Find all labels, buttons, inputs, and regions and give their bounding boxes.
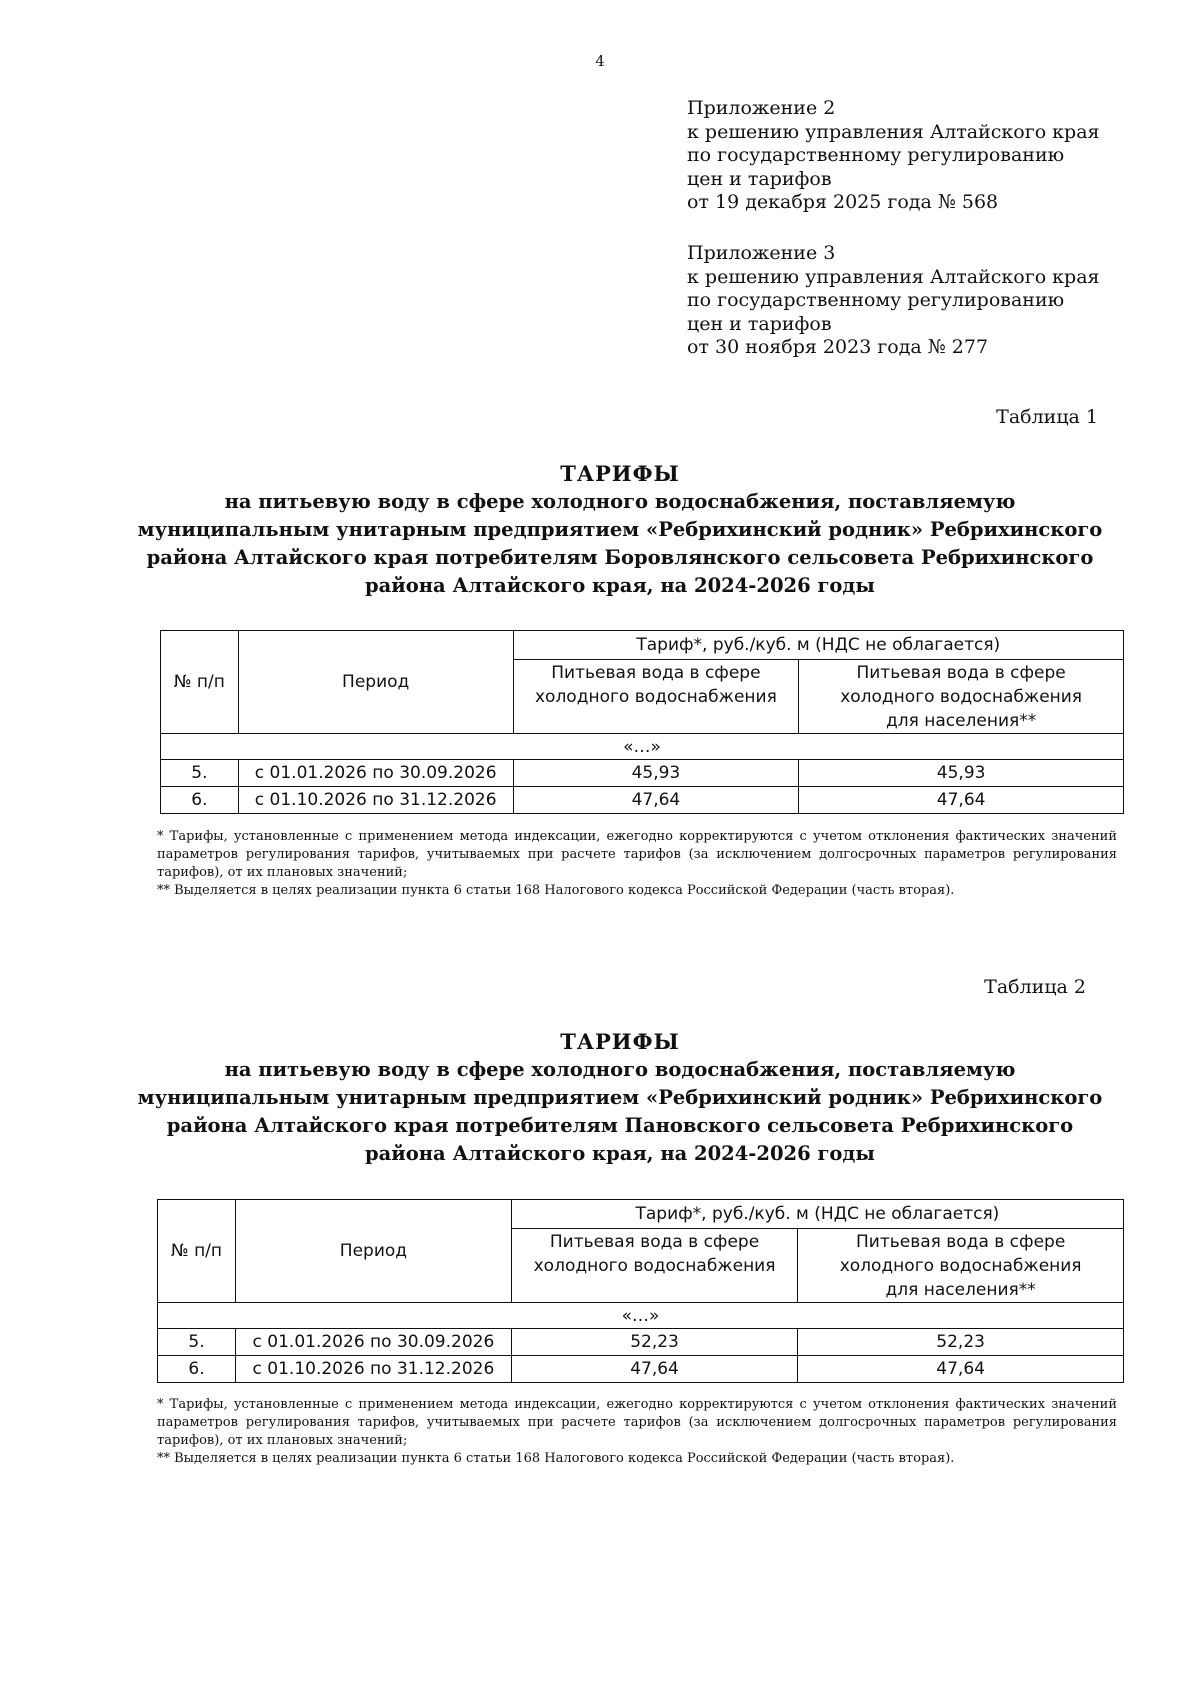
- appendix-3-block: [687, 242, 1100, 360]
- table-1-heading: [130, 460, 1110, 600]
- page-number: 4: [595, 52, 605, 70]
- cell-water: 45,93: [513, 760, 799, 787]
- table-1-heading-line: района Алтайского края потребителям Боровлянского сельсовета Ребрихинского: [146, 546, 1094, 569]
- appendix-3-line: цен и тарифов: [687, 312, 832, 335]
- appendix-2-line: к решению управления Алтайского края: [687, 120, 1100, 143]
- appendix-2-line: Приложение 2: [687, 97, 836, 119]
- cell-number: 5.: [158, 1329, 236, 1356]
- cell-period: с 01.10.2026 по 31.12.2026: [238, 787, 513, 814]
- header-water-spacer: [518, 709, 795, 733]
- appendix-3-line: Приложение 3: [687, 242, 836, 264]
- cell-number: 6.: [158, 1356, 236, 1383]
- header-water: [511, 1229, 797, 1303]
- cell-water: 47,64: [513, 787, 799, 814]
- appendix-3-line: к решению управления Алтайского края: [687, 265, 1100, 288]
- ellipsis-row: «…»: [161, 734, 1124, 760]
- header-population-line: Питьевая вода в сфере: [856, 663, 1066, 683]
- table-1-title: ТАРИФЫ: [560, 461, 680, 486]
- appendix-2-line: от 19 декабря 2025 года № 568: [687, 191, 999, 213]
- cell-population: 47,64: [798, 1356, 1124, 1383]
- table-2-label: Таблица 2: [984, 976, 1086, 998]
- header-number: № п/п: [158, 1200, 236, 1303]
- tariff-table-1: [160, 630, 1124, 814]
- table-row: [158, 1356, 1124, 1383]
- header-water: [513, 660, 799, 734]
- appendix-2-line: цен и тарифов: [687, 167, 832, 190]
- header-population-line: холодного водоснабжения: [840, 687, 1083, 707]
- footnote-indexation: * Тарифы, установленные с применением метода индексации, ежегодно корректируются с учетом отклонения фактических значений параметров регулирования тарифов, учитываемых при расчете тарифов (за исключением долгосрочных параметров регулирования тарифов), от их плановых значений;: [157, 829, 1117, 880]
- header-population-line: для населения**: [885, 711, 1037, 731]
- cell-population: 52,23: [798, 1329, 1124, 1356]
- cell-water: 47,64: [511, 1356, 797, 1383]
- cell-period: с 01.01.2026 по 30.09.2026: [236, 1329, 512, 1356]
- appendix-3-line: от 30 ноября 2023 года № 277: [687, 336, 989, 358]
- header-water-line: Питьевая вода в сфере: [551, 663, 761, 683]
- table-row: [161, 787, 1124, 814]
- header-population-line: Питьевая вода в сфере: [855, 1232, 1066, 1252]
- table-2-footnotes: [157, 1396, 1117, 1468]
- header-period: Период: [238, 631, 513, 734]
- table-row: [158, 1329, 1124, 1356]
- header-tariff: Тариф*, руб./куб. м (НДС не облагается): [511, 1200, 1123, 1229]
- cell-period: с 01.10.2026 по 31.12.2026: [236, 1356, 512, 1383]
- cell-number: 6.: [161, 787, 239, 814]
- header-water-line: Питьевая вода в сфере: [549, 1232, 760, 1252]
- cell-period: с 01.01.2026 по 30.09.2026: [238, 760, 513, 787]
- cell-population: 47,64: [799, 787, 1124, 814]
- cell-number: 5.: [161, 760, 239, 787]
- ellipsis-row: «…»: [158, 1303, 1124, 1329]
- table-2-heading-line: района Алтайского края, на 2024-2026 годы: [365, 1142, 875, 1165]
- header-population: [798, 1229, 1124, 1303]
- cell-water: 52,23: [511, 1329, 797, 1356]
- footnote-vat: ** Выделяется в целях реализации пункта 6 статьи 168 Налогового кодекса Российской Федерации (часть вторая).: [157, 1451, 955, 1466]
- appendix-2-line: по государственному регулированию: [687, 144, 1065, 166]
- header-tariff: Тариф*, руб./куб. м (НДС не облагается): [513, 631, 1123, 660]
- footnote-indexation: * Тарифы, установленные с применением метода индексации, ежегодно корректируются с учетом отклонения фактических значений параметров регулирования тарифов, учитываемых при расчете тарифов (за исключением долгосрочных параметров регулирования тарифов), от их плановых значений;: [157, 1397, 1117, 1448]
- table-1-heading-line: на питьевую воду в сфере холодного водоснабжения, поставляемую: [224, 490, 1016, 513]
- header-number: № п/п: [161, 631, 239, 734]
- table-2-heading-line: района Алтайского края потребителям Пановского сельсовета Ребрихинского: [166, 1114, 1074, 1137]
- header-population-line: холодного водоснабжения: [839, 1256, 1082, 1276]
- appendix-3-line: по государственному регулированию: [687, 289, 1065, 311]
- appendix-2-block: [687, 97, 1100, 215]
- table-1-heading-line: муниципальным унитарным предприятием «Ребрихинский родник» Ребрихинского: [137, 518, 1103, 541]
- tariff-table-2: [157, 1199, 1124, 1383]
- table-2-heading-line: муниципальным унитарным предприятием «Ребрихинский родник» Ребрихинского: [137, 1086, 1103, 1109]
- cell-population: 45,93: [799, 760, 1124, 787]
- header-water-line: холодного водоснабжения: [534, 687, 777, 707]
- header-period: Период: [236, 1200, 512, 1303]
- header-population-line: для населения**: [885, 1280, 1036, 1300]
- header-water-line: холодного водоснабжения: [533, 1256, 776, 1276]
- table-2-heading-line: на питьевую воду в сфере холодного водоснабжения, поставляемую: [224, 1058, 1016, 1081]
- header-population: [799, 660, 1124, 734]
- table-1-footnotes: [157, 828, 1117, 900]
- table-2-heading: [130, 1028, 1110, 1168]
- table-1-label: Таблица 1: [996, 406, 1098, 428]
- table-1-heading-line: района Алтайского края, на 2024-2026 годы: [365, 574, 875, 597]
- footnote-vat: ** Выделяется в целях реализации пункта 6 статьи 168 Налогового кодекса Российской Федерации (часть вторая).: [157, 883, 955, 898]
- header-water-spacer: [516, 1278, 793, 1302]
- table-2-title: ТАРИФЫ: [560, 1029, 680, 1054]
- table-row: [161, 760, 1124, 787]
